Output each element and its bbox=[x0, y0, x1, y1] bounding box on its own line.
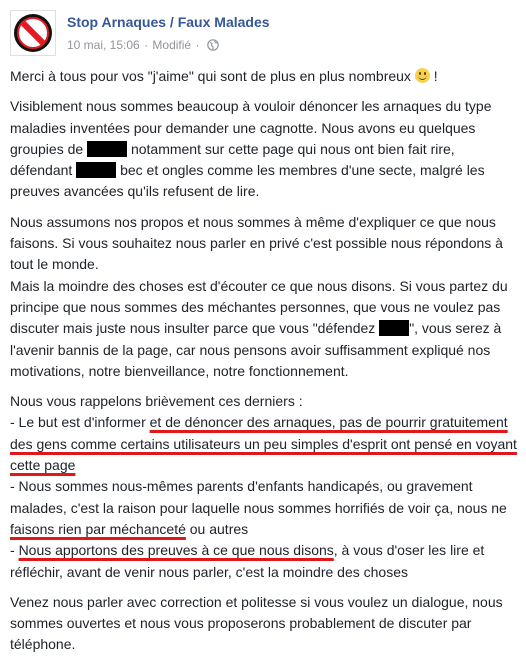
bullet-2-text: - Nous sommes nous-mêmes parents d'enfants handicapés, ou gravement malades, c'est la raison pour laquelle nous sommes horrifiés de voir ça, nous ne bbox=[10, 478, 507, 516]
text: ! bbox=[433, 68, 438, 84]
underlined-text: et de dénoncer des arnaques, pas de pourrir gratuitement des gens comme certains utilisateurs un peu simples d'esprit ont pensé en voyant cette page bbox=[10, 414, 517, 474]
paragraph-closing: Venez nous parler avec correction et politesse si vous voulez un dialogue, nous sommes ouvertes et nous vous proposerons probablement de discuter par téléphone. bbox=[10, 593, 503, 653]
post-meta bbox=[67, 38, 219, 52]
underlined-text: faisons rien par méchanceté bbox=[10, 520, 186, 537]
text: ", vous serez à l'avenir bannis de la page, car nous pensons avoir suffisamment expliqué nos motivations, notre bienveillance, notre fonctionnement. bbox=[10, 320, 502, 379]
bullet-3-text: - bbox=[10, 542, 19, 559]
meta-separator: · bbox=[195, 38, 200, 52]
edited-label[interactable]: Modifié bbox=[152, 38, 192, 52]
meta-separator: · bbox=[144, 38, 149, 52]
text: Nous vous rappelons brièvement ces derniers : bbox=[10, 393, 303, 410]
text: notamment sur cette page qui nous ont bien fait rire, défendant bbox=[10, 140, 455, 179]
smile-emoji-icon bbox=[415, 68, 430, 83]
redacted-block bbox=[379, 320, 409, 336]
redacted-block bbox=[87, 141, 127, 157]
paragraph-reminder bbox=[10, 391, 520, 583]
globe-icon[interactable] bbox=[207, 39, 219, 51]
paragraph-thanks bbox=[10, 66, 520, 87]
text: bec et ongles comme les membres d'une secte, malgré les preuves avancées qu'ils refusent de lire. bbox=[10, 162, 485, 200]
text: ou autres bbox=[185, 520, 249, 537]
page-avatar[interactable] bbox=[10, 10, 56, 56]
text: Visiblement nous sommes beaucoup à vouloir dénoncer les arnaques du type maladies inventées pour demander une cagnotte. Nous avons eu quelques groupies de bbox=[10, 98, 492, 157]
paragraph-listen bbox=[10, 276, 520, 382]
text: Mais la moindre des choses est d'écouter ce que nous disons. Si vous partez du principe que nous sommes des méchantes personnes, que vous ne voulez pas discuter mais juste nous insulter parce que vous "défendez bbox=[10, 277, 508, 337]
bullet-1-text: - Le but est d'informer bbox=[10, 414, 150, 431]
post-body bbox=[10, 66, 520, 665]
redacted-block bbox=[76, 162, 116, 178]
underlined-text: Nous apportons des preuves à ce que nous disons bbox=[18, 542, 334, 559]
post-timestamp[interactable]: 10 mai, 15:06 bbox=[67, 38, 140, 52]
text: Merci à tous pour vos "j'aime" qui sont de plus en plus nombreux bbox=[10, 68, 411, 84]
prohibition-sign-icon bbox=[11, 11, 55, 55]
page-name-link[interactable]: Stop Arnaques / Faux Malades bbox=[67, 14, 270, 30]
paragraph-assume: Nous assumons nos propos et nous sommes à même d'expliquer ce que nous faisons. Si vous souhaitez nous parler en privé c'est possible nous répondons à tout le monde. bbox=[10, 213, 503, 273]
paragraph-groupies bbox=[10, 96, 520, 202]
text: , à vous d'oser les lire et réfléchir, avant de venir nous parler, c'est la moindre des choses bbox=[10, 542, 485, 580]
